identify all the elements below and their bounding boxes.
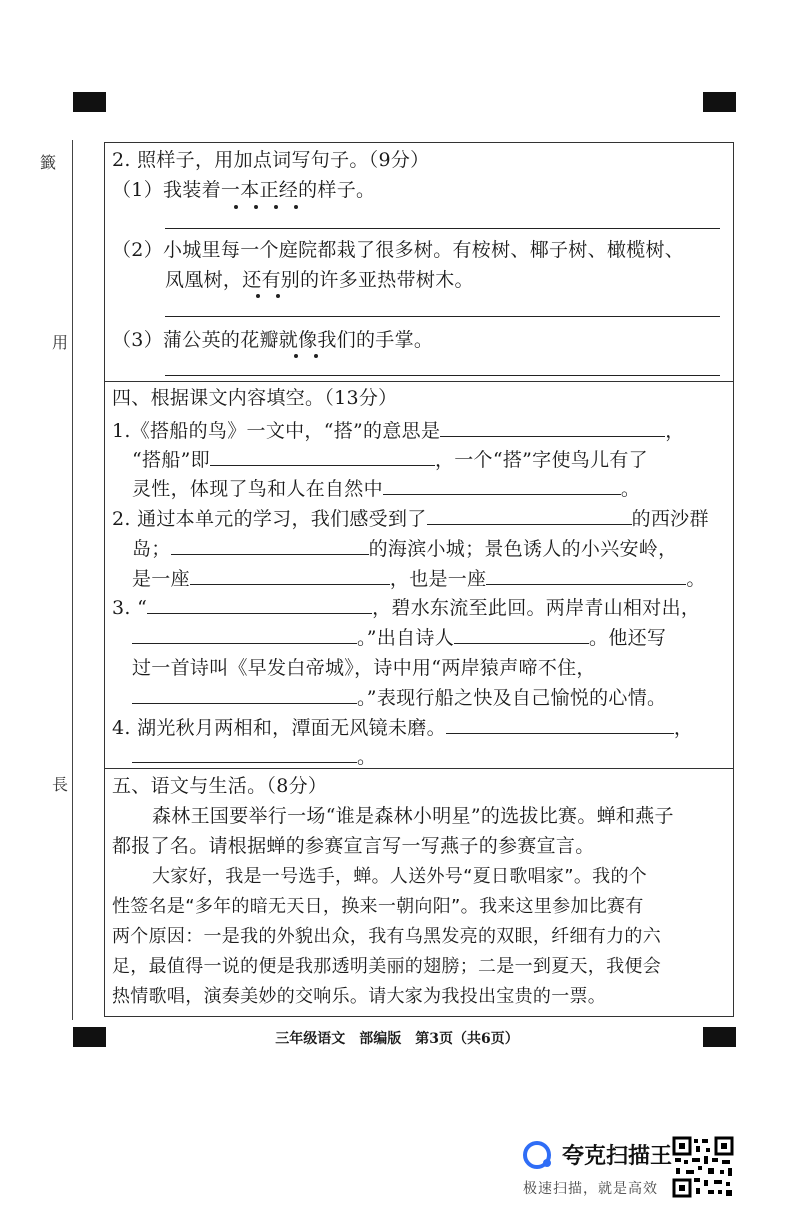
fill-blank[interactable]: [190, 566, 390, 585]
fill-blank[interactable]: [427, 506, 632, 525]
fill-blank[interactable]: [132, 685, 357, 704]
emphasis-dot: [234, 205, 238, 209]
fill-blank[interactable]: [383, 476, 621, 495]
side-label-mid: 用: [52, 333, 69, 352]
fill-blank[interactable]: [446, 715, 674, 734]
scanner-logo-dot: [543, 1159, 551, 1167]
section-4-q1-line2: “搭船”即 ，一个“搭”字使鸟儿有了: [132, 449, 648, 471]
section-4-q3-line1: 3. “ ，碧水东流至此回。两岸青山相对出，: [112, 597, 701, 619]
fill-blank[interactable]: [147, 595, 372, 614]
section-4-q3-line2: 。”出自诗人 。他还写: [132, 625, 666, 651]
page-footer: 三年级语文 部编版 第3页（共6页）: [275, 1031, 519, 1047]
section-5-intro-1: 森林王国要举行一场“谁是森林小明星”的选拔比赛。蝉和燕子: [152, 805, 674, 827]
qr-code-icon: [672, 1136, 734, 1198]
emphasis-dot: [256, 294, 260, 298]
answer-line-2-1[interactable]: [165, 228, 720, 229]
side-label-top: 籤: [40, 153, 57, 172]
question-2-2-line2: 凤凰树，还有别的许多亚热带树木。: [165, 269, 474, 291]
question-2-title: 2. 照样子，用加点词写句子。（9分）: [112, 149, 430, 171]
registration-mark-top-right: [703, 92, 736, 112]
question-2-2-line1: （2）小城里每一个庭院都栽了很多树。有桉树、椰子树、橄榄树、: [112, 239, 685, 261]
answer-line-2-2[interactable]: [165, 316, 720, 317]
section-4-q2-line2: 岛； 的海滨小城；景色诱人的小兴安岭，: [132, 538, 678, 560]
fill-blank[interactable]: [440, 418, 665, 437]
section-4-title: 四、根据课文内容填空。（13分）: [112, 387, 398, 409]
question-2-3: （3）蒲公英的花瓣就像我们的手掌。: [112, 329, 434, 351]
emphasis-dot: [294, 205, 298, 209]
story-line-1: 大家好，我是一号选手，蝉。人送外号“夏日歌唱家”。我的个: [152, 866, 648, 887]
section-4-q3-line4: 。”表现行船之快及自己愉悦的心情。: [132, 685, 666, 711]
emphasis-dot: [314, 354, 318, 358]
story-line-5: 热情歌唱，演奏美妙的交响乐。请大家为我投出宝贵的一票。: [112, 986, 607, 1007]
story-line-3: 两个原因：一是我的外貌出众，我有乌黑发亮的双眼，纤细有力的六: [112, 926, 661, 947]
registration-mark-top-left: [73, 92, 106, 112]
section-4-q4-line2: 。: [132, 744, 376, 770]
fill-blank[interactable]: [486, 566, 686, 585]
binding-margin-line: [72, 140, 73, 1020]
emphasis-dot: [294, 354, 298, 358]
section-5-intro-2: 都报了名。请根据蝉的参赛宣言写一写燕子的参赛宣言。: [112, 835, 595, 857]
section-4-q4-line1: 4. 湖光秋月两相和，潭面无风镜未磨。 ，: [112, 717, 694, 739]
answer-line-2-3[interactable]: [165, 375, 720, 376]
story-line-4: 足，最值得一说的便是我那透明美丽的翅膀；二是一到夏天，我便会: [112, 956, 661, 977]
fill-blank[interactable]: [132, 744, 357, 763]
fill-blank[interactable]: [132, 625, 357, 644]
section-4-q1-line1: 1.《搭船的鸟》一文中，“搭”的意思是 ，: [112, 420, 685, 442]
section-4-q3-line3: 过一首诗叫《早发白帝城》，诗中用“两岸猿声啼不住，: [132, 657, 596, 679]
emphasis-dot: [254, 205, 258, 209]
story-line-2: 性签名是“多年的暗无天日，换来一朝向阳”。我来这里参加比赛有: [112, 896, 644, 917]
fill-blank[interactable]: [171, 536, 369, 555]
section-divider-4: [104, 381, 734, 382]
emphasis-dot: [274, 205, 278, 209]
section-5-title: 五、语文与生活。（8分）: [112, 775, 328, 797]
scanner-brand: 夸克扫描王: [562, 1144, 673, 1169]
section-4-q2-line1: 2. 通过本单元的学习，我们感受到了 的西沙群: [112, 508, 709, 530]
section-4-q1-line3: 灵性，体现了鸟和人在自然中 。: [132, 478, 641, 500]
section-4-q2-line3: 是一座 ，也是一座 。: [132, 568, 706, 590]
scanner-slogan: 极速扫描，就是高效: [523, 1181, 658, 1197]
fill-blank[interactable]: [454, 625, 589, 644]
question-2-1: （1）我装着一本正经的样子。: [112, 179, 376, 201]
fill-blank[interactable]: [210, 447, 435, 466]
side-label-low: 長: [52, 775, 69, 794]
emphasis-dot: [276, 294, 280, 298]
